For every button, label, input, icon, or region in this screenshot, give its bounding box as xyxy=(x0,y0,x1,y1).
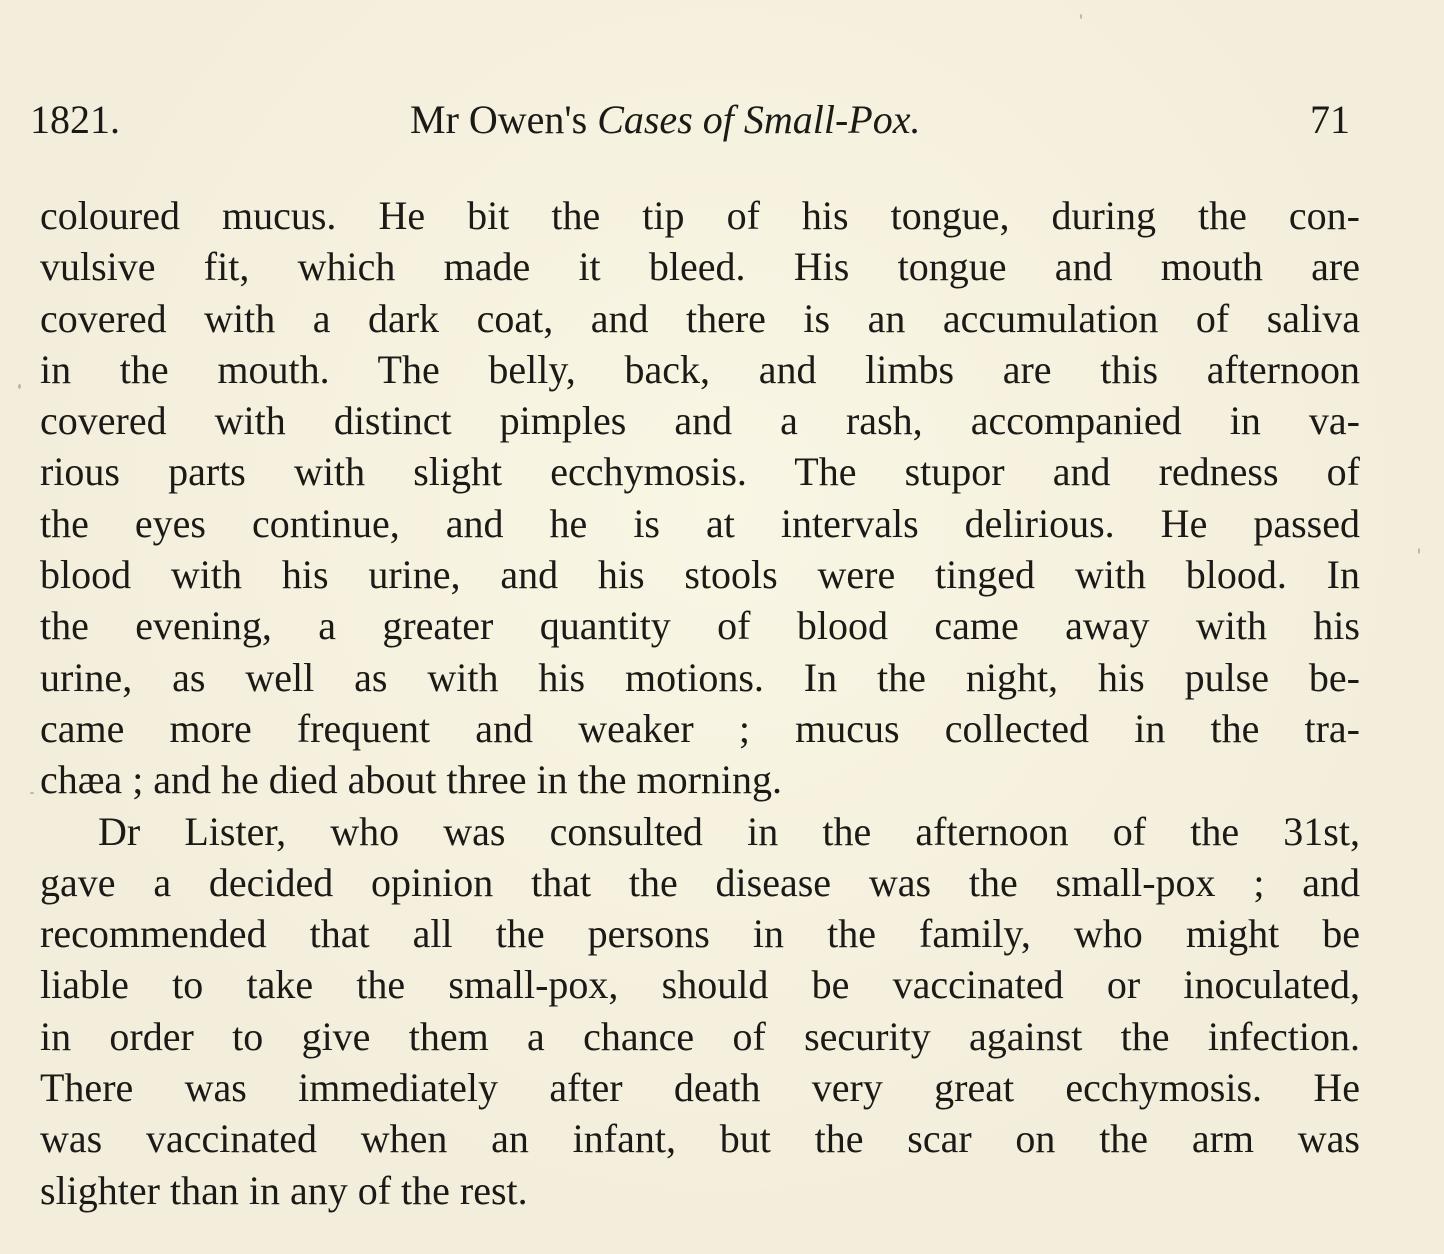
text-line: coloured mucus. He bit the tip of his tongue, during the con- xyxy=(40,193,1360,238)
text-line: rious parts with slight ecchymosis. The stupor and redness of xyxy=(40,449,1360,495)
running-header xyxy=(30,90,1350,150)
paragraph-2 xyxy=(40,806,1360,1216)
text-line: blood with his urine, and his stools were tinged with blood. In xyxy=(40,552,1360,598)
header-title xyxy=(410,90,921,150)
header-title-plain: Mr Owen's xyxy=(410,97,598,142)
text-line: vulsive fit, which made it bleed. His tongue and mouth are xyxy=(40,244,1360,290)
body-text xyxy=(40,190,1360,1216)
text-line: covered with distinct pimples and a rash, accompanied in va- xyxy=(40,398,1360,444)
text-line: gave a decided opinion that the disease was the small-pox ; and xyxy=(40,859,1360,905)
text-line: There was immediately after death very great ecchymosis. He xyxy=(40,1065,1360,1111)
text-line: recommended that all the persons in the family, who might be xyxy=(40,911,1360,957)
text-line: in the mouth. The belly, back, and limbs are this afternoon xyxy=(40,346,1360,392)
text-line: liable to take the small-pox, should be vaccinated or inoculated, xyxy=(40,962,1360,1008)
paper-speck xyxy=(18,384,21,389)
text-line: came more frequent and weaker ; mucus collected in the tra- xyxy=(40,705,1360,751)
page-number: 71 xyxy=(1310,97,1350,142)
text-line: chæa ; and he died about three in the morning. xyxy=(40,757,783,803)
text-line: covered with a dark coat, and there is an accumulation of saliva xyxy=(40,295,1360,341)
text-line: urine, as well as with his motions. In the night, his pulse be- xyxy=(40,654,1360,700)
text-line: in order to give them a chance of security against the infection. xyxy=(40,1013,1360,1059)
paper-speck xyxy=(1080,14,1082,19)
text-line: Dr Lister, who was consulted in the afternoon of the 31st, xyxy=(98,808,1360,854)
text-line: was vaccinated when an infant, but the scar on the arm was xyxy=(40,1116,1360,1162)
text-line: the evening, a greater quantity of blood came away with his xyxy=(40,603,1360,649)
text-line: slighter than in any of the rest. xyxy=(40,1167,528,1213)
paragraph-1 xyxy=(40,190,1360,806)
header-year: 1821. xyxy=(30,97,120,142)
paper-speck xyxy=(30,792,34,794)
header-title-italic: Cases of Small-Pox. xyxy=(597,97,921,142)
paper-speck xyxy=(1418,548,1420,554)
text-line: the eyes continue, and he is at intervals delirious. He passed xyxy=(40,500,1360,546)
